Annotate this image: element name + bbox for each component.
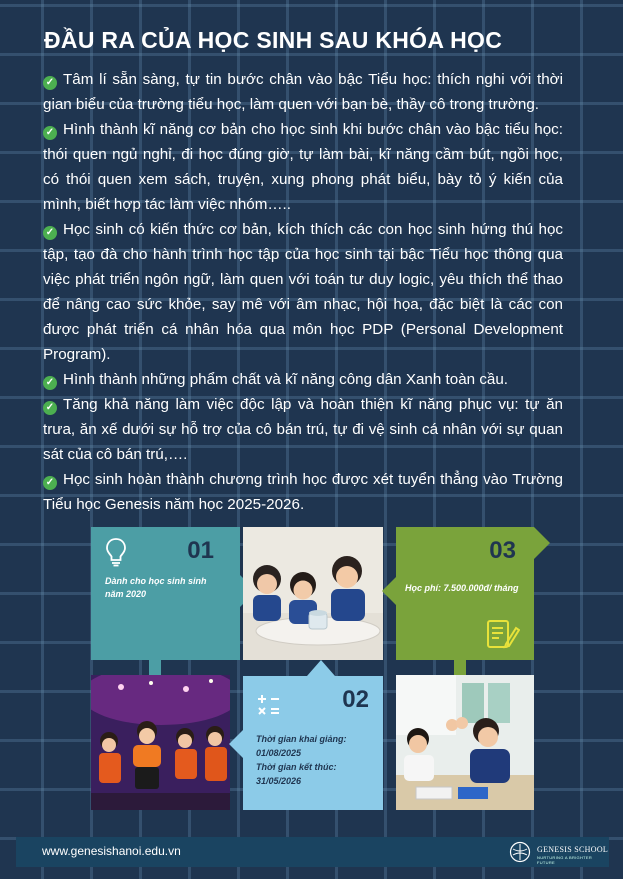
- photo-children-experiment: [243, 527, 383, 660]
- school-logo-name: GENESIS SCHOOL: [537, 845, 609, 854]
- outcome-item: ✓ Hình thành kĩ năng cơ bản cho học sinh khi bước chân vào bậc tiểu học: thói quen ngủ nghỉ, đi học đúng giờ, tự làm bài, kĩ năng cầm bút, ngồi học, có thói quen xem sách, truyện, xung phong phát biểu, bày tỏ ý kiến của mình, biết hợp tác làm việc nhóm…..: [43, 121, 563, 213]
- check-icon: ✓: [43, 76, 57, 90]
- outcome-item: ✓ Học sinh hoàn thành chương trình học được xét tuyển thẳng vào Trường Tiểu học Genesis năm học 2025-2026.: [43, 471, 563, 513]
- card-number: 03: [489, 537, 516, 564]
- end-date: 31/05/2026: [256, 776, 302, 786]
- info-card-schedule: [243, 676, 383, 810]
- lightbulb-icon: [105, 537, 127, 567]
- document-pen-icon: [486, 618, 520, 650]
- card-number: 02: [342, 686, 369, 713]
- check-icon: ✓: [43, 126, 57, 140]
- card-caption: [256, 732, 380, 788]
- connector: [149, 660, 161, 676]
- check-icon: ✓: [43, 376, 57, 390]
- card-caption: Học phí: 7.500.000đ/ tháng: [405, 583, 519, 593]
- card-caption: Dành cho học sinh sinh năm 2020: [105, 576, 207, 599]
- connector: [454, 660, 466, 676]
- info-card-fee: [396, 527, 534, 660]
- school-logo-icon: [509, 841, 531, 863]
- start-label: Thời gian khai giảng:: [256, 734, 347, 744]
- card-number: 01: [187, 537, 214, 564]
- footer-bar: [16, 837, 609, 867]
- connector: [307, 660, 335, 676]
- outcome-item: ✓ Học sinh có kiến thức cơ bản, kích thích các con học sinh hứng thú học tập, tạo đà cho hành trình học tập của học sinh tại bậc Tiểu học thông qua việc phát triển ngôn ngữ, làm quen với toán tư duy logic, yêu thích thể thao để nâng cao sức khỏe, say mê với âm nhạc, hội họa, đặc biệt là các con được phát triển cá nhân hóa qua môn học PDP (Personal Development Program).: [43, 221, 563, 363]
- check-icon: ✓: [43, 476, 57, 490]
- check-icon: ✓: [43, 401, 57, 415]
- photo-stage-performance: [91, 675, 230, 810]
- website-link[interactable]: www.genesishanoi.edu.vn: [42, 844, 181, 858]
- outcome-item: ✓ Tâm lí sẵn sàng, tự tin bước chân vào bậc Tiểu học: thích nghi với thời gian biểu của trường tiểu học, làm quen với bạn bè, thầy cô trong trường.: [43, 71, 563, 113]
- outcome-item: ✓ Tăng khả năng làm việc độc lập và hoàn thiện kĩ năng phục vụ: tự ăn trưa, ăn xế dưới sự hỗ trợ của cô bán trú, tự đi vệ sinh cá nhân với sự quan sát của cô bán trú,….: [43, 396, 563, 463]
- photo-classroom-highfive: [396, 675, 534, 810]
- connector: [229, 730, 243, 758]
- start-date: 01/08/2025: [256, 748, 302, 758]
- page-title: ĐẦU RA CỦA HỌC SINH SAU KHÓA HỌC: [44, 27, 503, 53]
- outcome-item: ✓ Hình thành những phẩm chất và kĩ năng công dân Xanh toàn cầu.: [43, 367, 563, 392]
- outcomes-list: [43, 67, 563, 517]
- school-logo-tagline: NURTURING A BRIGHTER FUTURE: [537, 855, 593, 865]
- math-symbols-icon: [257, 694, 281, 718]
- info-card-age: [91, 527, 240, 660]
- check-icon: ✓: [43, 226, 57, 240]
- connector: [382, 577, 396, 605]
- end-label: Thời gian kết thúc:: [256, 762, 337, 772]
